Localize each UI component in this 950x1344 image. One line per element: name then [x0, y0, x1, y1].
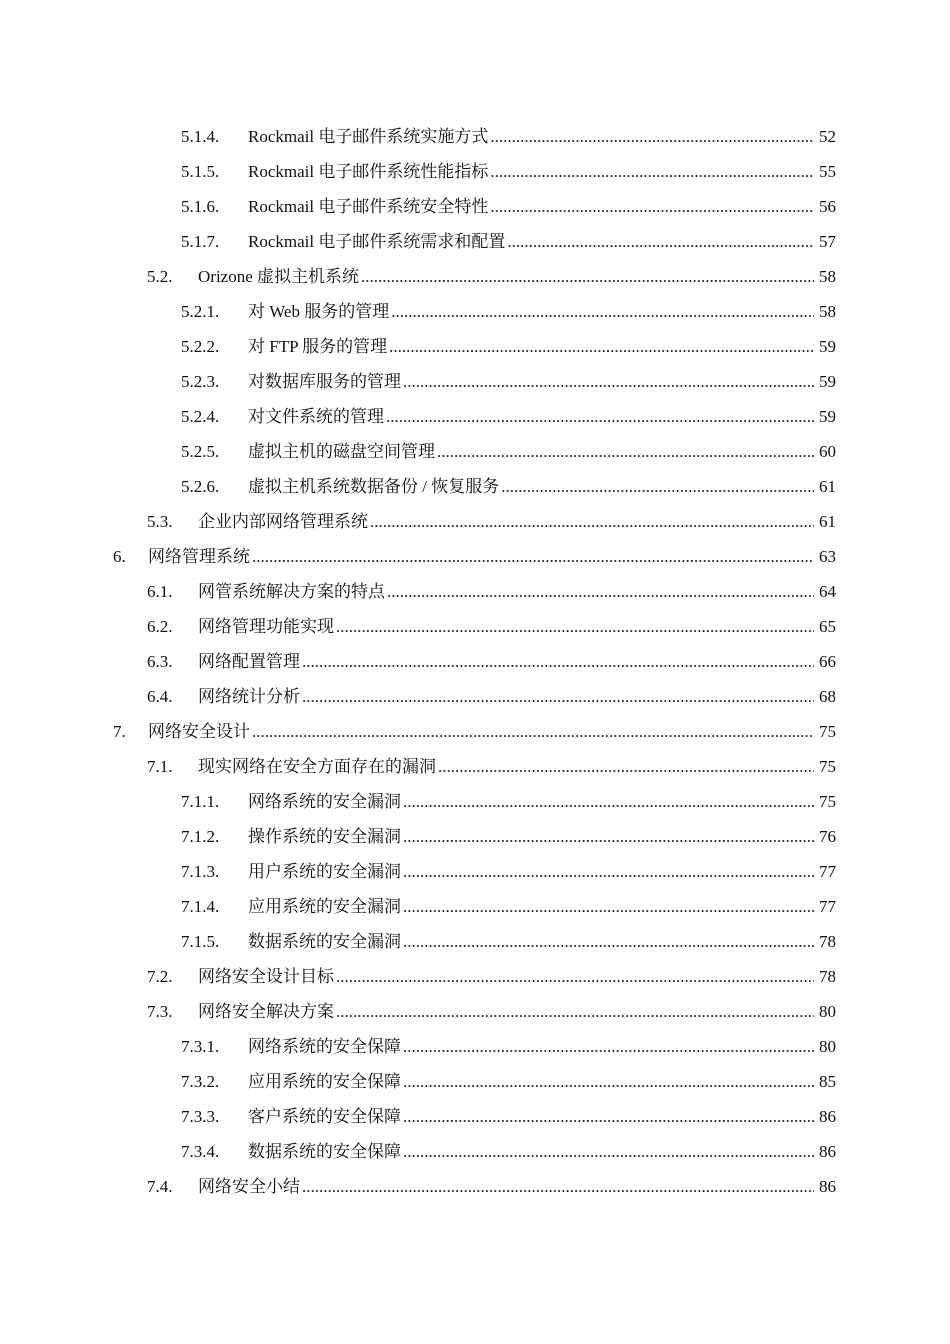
toc-entry-title: 网络安全解决方案 [198, 1002, 334, 1021]
toc-entry-title: 网络系统的安全漏洞 [248, 792, 401, 811]
toc-entry[interactable] [0, 749, 950, 784]
toc-entry-number: 5.2. [147, 267, 173, 286]
toc-entry[interactable] [0, 399, 950, 434]
toc-entry[interactable] [0, 994, 950, 1029]
toc-entry-number: 7.3.1. [181, 1037, 220, 1056]
toc-entry[interactable] [0, 1099, 950, 1134]
toc-entry-title: 网络统计分析 [198, 687, 300, 706]
toc-entry[interactable] [0, 714, 950, 749]
toc-entry[interactable] [0, 504, 950, 539]
toc-dot-leader [336, 959, 814, 994]
toc-dot-leader [336, 609, 814, 644]
toc-entry-title: 操作系统的安全漏洞 [248, 827, 401, 846]
toc-dot-leader [438, 749, 814, 784]
toc-entry-number: 7.3.3. [181, 1107, 220, 1126]
toc-entry-title: 对 Web 服务的管理 [248, 302, 390, 321]
toc-entry-number: 7.1.5. [181, 932, 220, 951]
toc-entry-page-number: 68 [819, 687, 836, 706]
toc-entry[interactable] [0, 259, 950, 294]
toc-dot-leader [403, 1099, 814, 1134]
toc-entry-title: 应用系统的安全保障 [248, 1072, 401, 1091]
toc-entry-title: 网络安全设计目标 [198, 967, 334, 986]
toc-dot-leader [370, 504, 814, 539]
toc-entry-number: 6. [113, 547, 126, 566]
toc-dot-leader [501, 469, 814, 504]
toc-entry-page-number: 78 [819, 932, 836, 951]
toc-entry-page-number: 61 [819, 477, 836, 496]
toc-entry[interactable] [0, 924, 950, 959]
toc-entry-title: Rockmail 电子邮件系统实施方式 [248, 127, 489, 146]
toc-entry-title: 对文件系统的管理 [248, 407, 384, 426]
toc-entry[interactable] [0, 1064, 950, 1099]
toc-entry-number: 7.2. [147, 967, 173, 986]
toc-entry-page-number: 86 [819, 1177, 836, 1196]
toc-dot-leader [389, 329, 814, 364]
toc-dot-leader [403, 889, 814, 924]
toc-entry[interactable] [0, 574, 950, 609]
toc-entry-page-number: 55 [819, 162, 836, 181]
toc-entry-number: 5.3. [147, 512, 173, 531]
toc-entry-title: 网络安全小结 [198, 1177, 300, 1196]
toc-entry-page-number: 77 [819, 862, 836, 881]
toc-entry-number: 7.4. [147, 1177, 173, 1196]
toc-entry-title: 网络配置管理 [198, 652, 300, 671]
toc-dot-leader [387, 574, 814, 609]
toc-entry[interactable] [0, 154, 950, 189]
toc-entry-number: 7.3.2. [181, 1072, 220, 1091]
toc-entry[interactable] [0, 189, 950, 224]
toc-entry-page-number: 66 [819, 652, 836, 671]
toc-entry[interactable] [0, 1134, 950, 1169]
toc-entry-title: 网络管理功能实现 [198, 617, 334, 636]
toc-entry[interactable] [0, 609, 950, 644]
toc-entry[interactable] [0, 854, 950, 889]
toc-entry-page-number: 76 [819, 827, 836, 846]
toc-entry-page-number: 64 [819, 582, 836, 601]
toc-entry-number: 7.1.1. [181, 792, 220, 811]
toc-entry-number: 7.1.4. [181, 897, 220, 916]
toc-entry[interactable] [0, 959, 950, 994]
toc-entry-number: 7.1. [147, 757, 173, 776]
toc-dot-leader [490, 119, 814, 154]
toc-entry[interactable] [0, 364, 950, 399]
toc-entry-page-number: 56 [819, 197, 836, 216]
toc-entry-page-number: 52 [819, 127, 836, 146]
toc-dot-leader [490, 189, 814, 224]
toc-entry-title: 数据系统的安全保障 [248, 1142, 401, 1161]
toc-entry-page-number: 80 [819, 1037, 836, 1056]
toc-entry-number: 7.1.3. [181, 862, 220, 881]
toc-entry[interactable] [0, 294, 950, 329]
toc-entry-page-number: 58 [819, 267, 836, 286]
toc-entry-page-number: 61 [819, 512, 836, 531]
toc-entry-title: 网管系统解决方案的特点 [198, 582, 385, 601]
toc-dot-leader [403, 1064, 814, 1099]
toc-entry-number: 7.3.4. [181, 1142, 220, 1161]
toc-entry-number: 7. [113, 722, 126, 741]
toc-entry-page-number: 75 [819, 757, 836, 776]
toc-entry[interactable] [0, 224, 950, 259]
toc-entry-title: 网络安全设计 [148, 722, 250, 741]
toc-entry-number: 6.4. [147, 687, 173, 706]
toc-entry-number: 6.2. [147, 617, 173, 636]
toc-dot-leader [336, 994, 814, 1029]
toc-entry-title: 数据系统的安全漏洞 [248, 932, 401, 951]
toc-dot-leader [252, 714, 814, 749]
toc-entry-number: 7.1.2. [181, 827, 220, 846]
toc-dot-leader [437, 434, 814, 469]
toc-entry-page-number: 59 [819, 337, 836, 356]
toc-entry-title: 网络管理系统 [148, 547, 250, 566]
toc-entry-title: Rockmail 电子邮件系统安全特性 [248, 197, 489, 216]
toc-dot-leader [302, 1169, 814, 1204]
toc-entry-number: 5.2.6. [181, 477, 220, 496]
toc-entry-page-number: 78 [819, 967, 836, 986]
toc-entry-page-number: 59 [819, 407, 836, 426]
toc-entry[interactable] [0, 329, 950, 364]
toc-entry[interactable] [0, 784, 950, 819]
toc-dot-leader [403, 819, 814, 854]
toc-dot-leader [507, 224, 814, 259]
toc-entry-number: 5.2.5. [181, 442, 220, 461]
toc-dot-leader [386, 399, 814, 434]
toc-entry-page-number: 60 [819, 442, 836, 461]
toc-entry[interactable] [0, 819, 950, 854]
toc-entry-number: 6.1. [147, 582, 173, 601]
toc-entry-page-number: 80 [819, 1002, 836, 1021]
toc-entry-title: 网络系统的安全保障 [248, 1037, 401, 1056]
toc-entry-number: 5.2.2. [181, 337, 220, 356]
toc-entry-number: 5.1.6. [181, 197, 220, 216]
toc-entry-page-number: 65 [819, 617, 836, 636]
toc-dot-leader [302, 644, 814, 679]
toc-entry-page-number: 85 [819, 1072, 836, 1091]
toc-dot-leader [252, 539, 814, 574]
toc-entry[interactable] [0, 469, 950, 504]
toc-entry-number: 5.2.1. [181, 302, 220, 321]
toc-entry-number: 5.2.3. [181, 372, 220, 391]
toc-entry[interactable] [0, 889, 950, 924]
toc-entry-title: 客户系统的安全保障 [248, 1107, 401, 1126]
toc-entry-page-number: 77 [819, 897, 836, 916]
table-of-contents [0, 119, 950, 1204]
toc-entry-title: Orizone 虚拟主机系统 [198, 267, 360, 286]
toc-dot-leader [403, 364, 814, 399]
toc-entry-title: Rockmail 电子邮件系统需求和配置 [248, 232, 506, 251]
toc-entry-page-number: 75 [819, 722, 836, 741]
toc-entry-number: 6.3. [147, 652, 173, 671]
toc-dot-leader [403, 854, 814, 889]
toc-entry-title: 现实网络在安全方面存在的漏洞 [198, 757, 436, 776]
toc-entry-title: 应用系统的安全漏洞 [248, 897, 401, 916]
toc-entry[interactable] [0, 644, 950, 679]
toc-dot-leader [403, 784, 814, 819]
toc-entry[interactable] [0, 679, 950, 714]
toc-entry-title: Rockmail 电子邮件系统性能指标 [248, 162, 489, 181]
toc-dot-leader [391, 294, 814, 329]
toc-entry[interactable] [0, 119, 950, 154]
toc-entry-title: 用户系统的安全漏洞 [248, 862, 401, 881]
toc-entry[interactable] [0, 539, 950, 574]
toc-entry-title: 对数据库服务的管理 [248, 372, 401, 391]
toc-dot-leader [302, 679, 814, 714]
toc-entry-page-number: 58 [819, 302, 836, 321]
toc-entry-number: 5.1.5. [181, 162, 220, 181]
toc-dot-leader [403, 1134, 814, 1169]
toc-entry-title: 对 FTP 服务的管理 [248, 337, 388, 356]
toc-entry-number: 5.2.4. [181, 407, 220, 426]
toc-entry-number: 7.3. [147, 1002, 173, 1021]
toc-dot-leader [403, 924, 814, 959]
toc-entry-title: 企业内部网络管理系统 [198, 512, 368, 531]
toc-entry[interactable] [0, 1029, 950, 1064]
toc-entry-number: 5.1.4. [181, 127, 220, 146]
toc-entry-title: 虚拟主机的磁盘空间管理 [248, 442, 435, 461]
toc-dot-leader [490, 154, 814, 189]
toc-dot-leader [403, 1029, 814, 1064]
toc-entry[interactable] [0, 434, 950, 469]
toc-entry-page-number: 57 [819, 232, 836, 251]
toc-entry-page-number: 86 [819, 1142, 836, 1161]
toc-entry-page-number: 63 [819, 547, 836, 566]
toc-dot-leader [361, 259, 814, 294]
toc-entry-page-number: 86 [819, 1107, 836, 1126]
toc-entry-title: 虚拟主机系统数据备份 / 恢复服务 [248, 477, 500, 496]
toc-entry-page-number: 75 [819, 792, 836, 811]
toc-entry-number: 5.1.7. [181, 232, 220, 251]
toc-entry[interactable] [0, 1169, 950, 1204]
toc-entry-page-number: 59 [819, 372, 836, 391]
